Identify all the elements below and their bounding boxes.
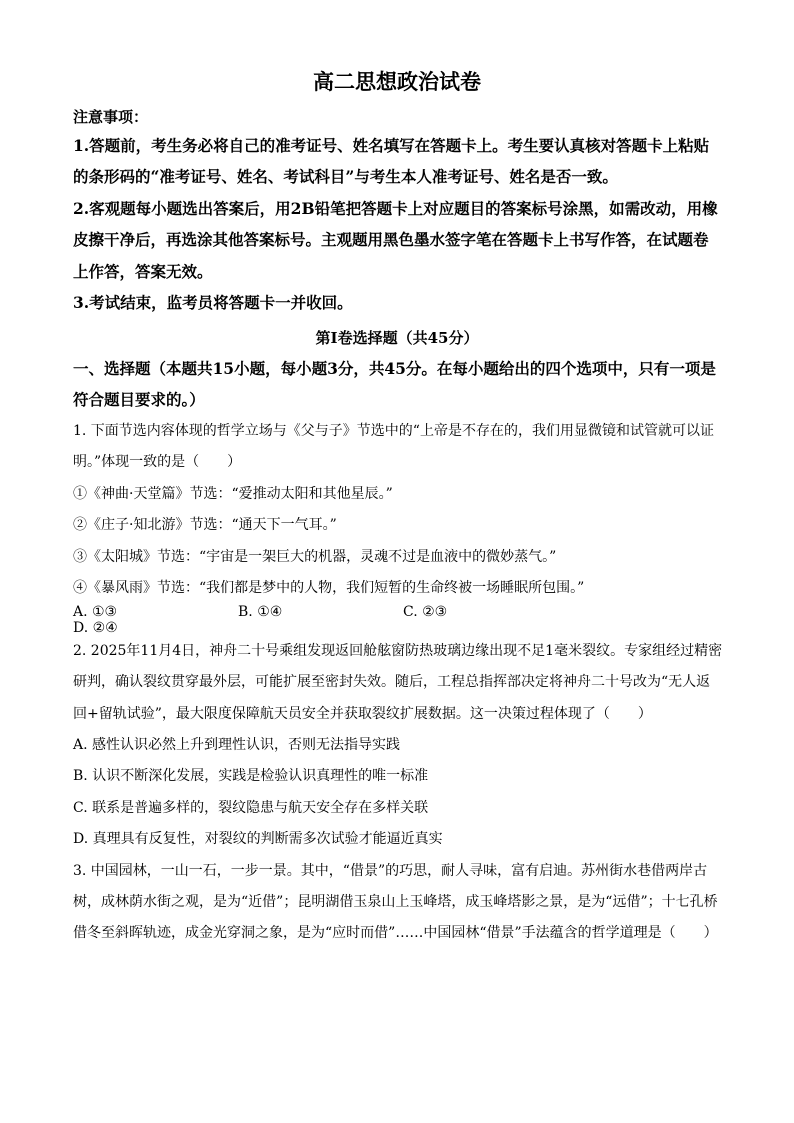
notice-heading: 注意事项：: [73, 108, 149, 126]
question-2: [73, 636, 723, 856]
notice-section: [73, 104, 723, 318]
notice-item-2: 2.客观题每小题选出答案后，用2B铅笔把答题卡上对应题目的答案标号涂黑，如需改动，用橡皮擦干净后，再选涂其他答案标号。主观题用黑色墨水签字笔在答题卡上书写作答，在试题卷上作答，答案无效。: [73, 198, 718, 281]
section-title: 第Ⅰ卷选择题（共45分）: [315, 329, 479, 347]
question-item: ①《神曲·天堂篇》节选：“爱推动太阳和其他星辰。”: [73, 485, 393, 502]
option-b: B. ①④: [238, 604, 283, 621]
notice-item-3: 3.考试结束，监考员将答题卡一并收回。: [73, 293, 353, 313]
question-stem: 1. 下面节选内容体现的哲学立场与《父与子》节选中的“上帝是不存在的，我们用显微镜和试管就可以证明。”体现一致的是（ ）: [73, 423, 714, 471]
question-item: ④《暴风雨》节选：“我们都是梦中的人物，我们短暂的生命终被一场睡眠所包围。”: [73, 580, 585, 597]
notice-item-1: 1.答题前，考生务必将自己的准考证号、姓名填写在答题卡上。考生要认真核对答题卡上粘贴的条形码的“准考证号、姓名、考试科目”与考生本人准考证号、姓名是否一致。: [73, 136, 710, 187]
option-a: A. 感性认识必然上升到理性认识，否则无法指导实践: [73, 737, 401, 754]
option-d: D. ②④: [73, 620, 118, 637]
option-d: D. 真理具有反复性，对裂纹的判断需多次试验才能逼近真实: [73, 831, 443, 848]
question-1: [73, 416, 723, 636]
question-stem: 3. 中国园林，一山一石，一步一景。其中，“借景”的巧思，耐人寻味，富有启迪。苏州街水巷借两岸古树，成林荫水街之观，是为“近借”；昆明湖借玉泉山上玉峰塔，成玉峰塔影之景，是为“远借”；十七孔桥借冬至斜晖轨迹，成金光穿洞之象，是为“应时而借”……中国园林“借景”手法蕴含的哲学道理是（ ）: [73, 862, 718, 942]
option-a: A. ①③: [73, 604, 118, 621]
question-stem: 2. 2025年11月4日，神舟二十号乘组发现返回舱舷窗防热玻璃边缘出现不足1毫米裂纹。专家组经过精密研判，确认裂纹贯穿最外层，可能扩展至密封失效。随后，工程总指挥部决定将神舟二十号改为“无人返回+留轨试验”，最大限度保障航天员安全并获取裂纹扩展数据。这一决策过程体现了（ ）: [73, 642, 723, 722]
questions: [73, 416, 723, 950]
option-c: C. 联系是普遍多样的，裂纹隐患与航天安全存在多样关联: [73, 799, 429, 816]
option-c: C. ②③: [403, 604, 448, 621]
option-b: B. 认识不断深化发展，实践是检验认识真理性的唯一标准: [73, 768, 429, 785]
exam-title: 高二思想政治试卷: [313, 69, 481, 94]
question-3: [73, 856, 723, 950]
answer-options: [73, 604, 723, 635]
section-description: 一、选择题（本题共15小题，每小题3分，共45分。在每小题给出的四个选项中，只有一项是符合题目要求的。）: [73, 359, 716, 410]
question-item: ②《庄子·知北游》节选：“通天下一气耳。”: [73, 517, 337, 534]
question-item: ③《太阳城》节选：“宇宙是一架巨大的机器，灵魂不过是血液中的微妙蒸气。”: [73, 548, 557, 565]
